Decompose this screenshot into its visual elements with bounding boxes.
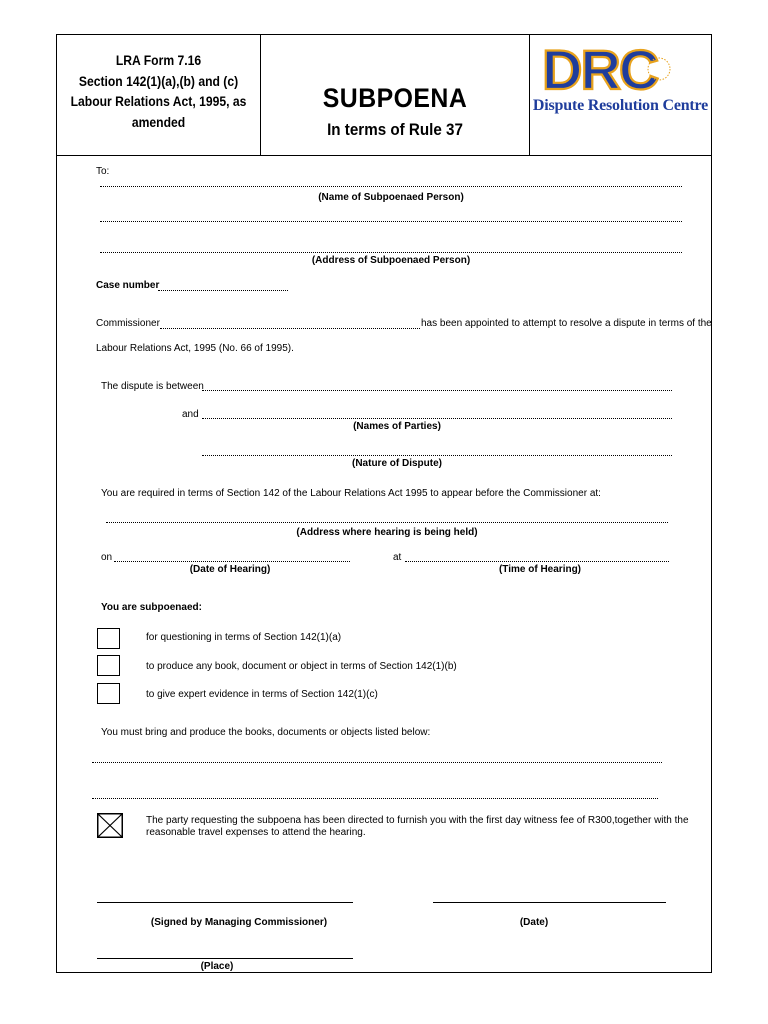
hearing-date-field[interactable] <box>114 561 350 562</box>
form-section: Section 142(1)(a),(b) and (c) <box>78 73 239 89</box>
form-amended: amended <box>131 114 186 130</box>
expert-evidence-checkbox[interactable] <box>97 683 120 704</box>
and-label: and <box>182 409 199 420</box>
commissioner-tail: has been appointed to attempt to resolve a dispute in terms of the <box>421 318 712 329</box>
bring-documents-text: You must bring and produce the books, documents or objects listed below: <box>101 727 431 738</box>
party-one-field[interactable] <box>202 390 672 391</box>
signature-date-caption: (Date) <box>519 917 549 928</box>
form-reference <box>67 51 250 133</box>
place-line[interactable] <box>97 958 353 959</box>
drc-logo <box>538 39 703 97</box>
hearing-address-caption: (Address where hearing is being held) <box>296 527 478 538</box>
party-two-field[interactable] <box>202 418 672 419</box>
logo-letters: DRC <box>542 39 658 97</box>
commissioner-field[interactable] <box>160 328 420 329</box>
form-header <box>57 35 711 156</box>
required-text: You are required in terms of Section 142 of the Labour Relations Act 1995 to appear before the Commissioner at: <box>101 488 601 499</box>
title-cell <box>261 35 530 155</box>
documents-list-line-1[interactable] <box>92 762 662 763</box>
page-subtitle: In terms of Rule 37 <box>327 121 463 139</box>
to-label: To: <box>96 166 110 177</box>
place-caption: (Place) <box>200 961 234 972</box>
questioning-checkbox[interactable] <box>97 628 120 649</box>
form-number: LRA Form 7.16 <box>115 53 202 68</box>
page-title: SUBPOENA <box>322 83 468 113</box>
questioning-option-label: for questioning in terms of Section 142(1)(a) <box>146 632 342 643</box>
address-field-line-2[interactable] <box>100 252 682 253</box>
nature-caption: (Nature of Dispute) <box>352 458 442 469</box>
witness-fee-checkbox[interactable] <box>97 813 123 838</box>
logo-subtitle: Dispute Resolution Centre <box>532 97 709 114</box>
at-label: at <box>393 552 402 563</box>
signature-line[interactable] <box>97 902 353 903</box>
commissioner-label: Commissioner <box>96 318 160 329</box>
hearing-time-field[interactable] <box>405 561 669 562</box>
time-caption: (Time of Hearing) <box>498 564 582 575</box>
logo-cell <box>530 35 711 155</box>
case-number-field[interactable] <box>158 290 288 291</box>
expert-evidence-option-label: to give expert evidence in terms of Section 142(1)(c) <box>146 689 378 700</box>
address-field-line-1[interactable] <box>100 221 682 222</box>
form-reference-cell <box>57 35 261 155</box>
parties-caption: (Names of Parties) <box>353 421 441 432</box>
produce-documents-option-label: to produce any book, document or object in terms of Section 142(1)(b) <box>146 661 457 672</box>
produce-documents-checkbox[interactable] <box>97 655 120 676</box>
name-field[interactable] <box>100 186 682 187</box>
signed-caption: (Signed by Managing Commissioner) <box>150 917 328 928</box>
documents-list-line-2[interactable] <box>92 798 658 799</box>
case-number-label: Case number <box>96 280 160 291</box>
nature-field[interactable] <box>202 455 672 456</box>
name-caption: (Name of Subpoenaed Person) <box>318 192 464 203</box>
form-act: Labour Relations Act, 1995, as <box>70 94 247 109</box>
witness-fee-text-line-2: reasonable travel expenses to attend the hearing. <box>146 827 366 838</box>
date-caption: (Date of Hearing) <box>189 564 271 575</box>
subpoenaed-heading: You are subpoenaed: <box>101 602 202 613</box>
act-reference: Labour Relations Act, 1995 (No. 66 of 1995). <box>96 343 294 354</box>
witness-fee-text-line-1: The party requesting the subpoena has been directed to furnish you with the first day witness fee of R300,together with the <box>146 815 689 826</box>
hearing-address-field[interactable] <box>106 522 668 523</box>
date-signature-line[interactable] <box>433 902 666 903</box>
on-label: on <box>101 552 113 563</box>
dispute-label: The dispute is between <box>101 381 204 392</box>
address-caption: (Address of Subpoenaed Person) <box>311 255 471 266</box>
